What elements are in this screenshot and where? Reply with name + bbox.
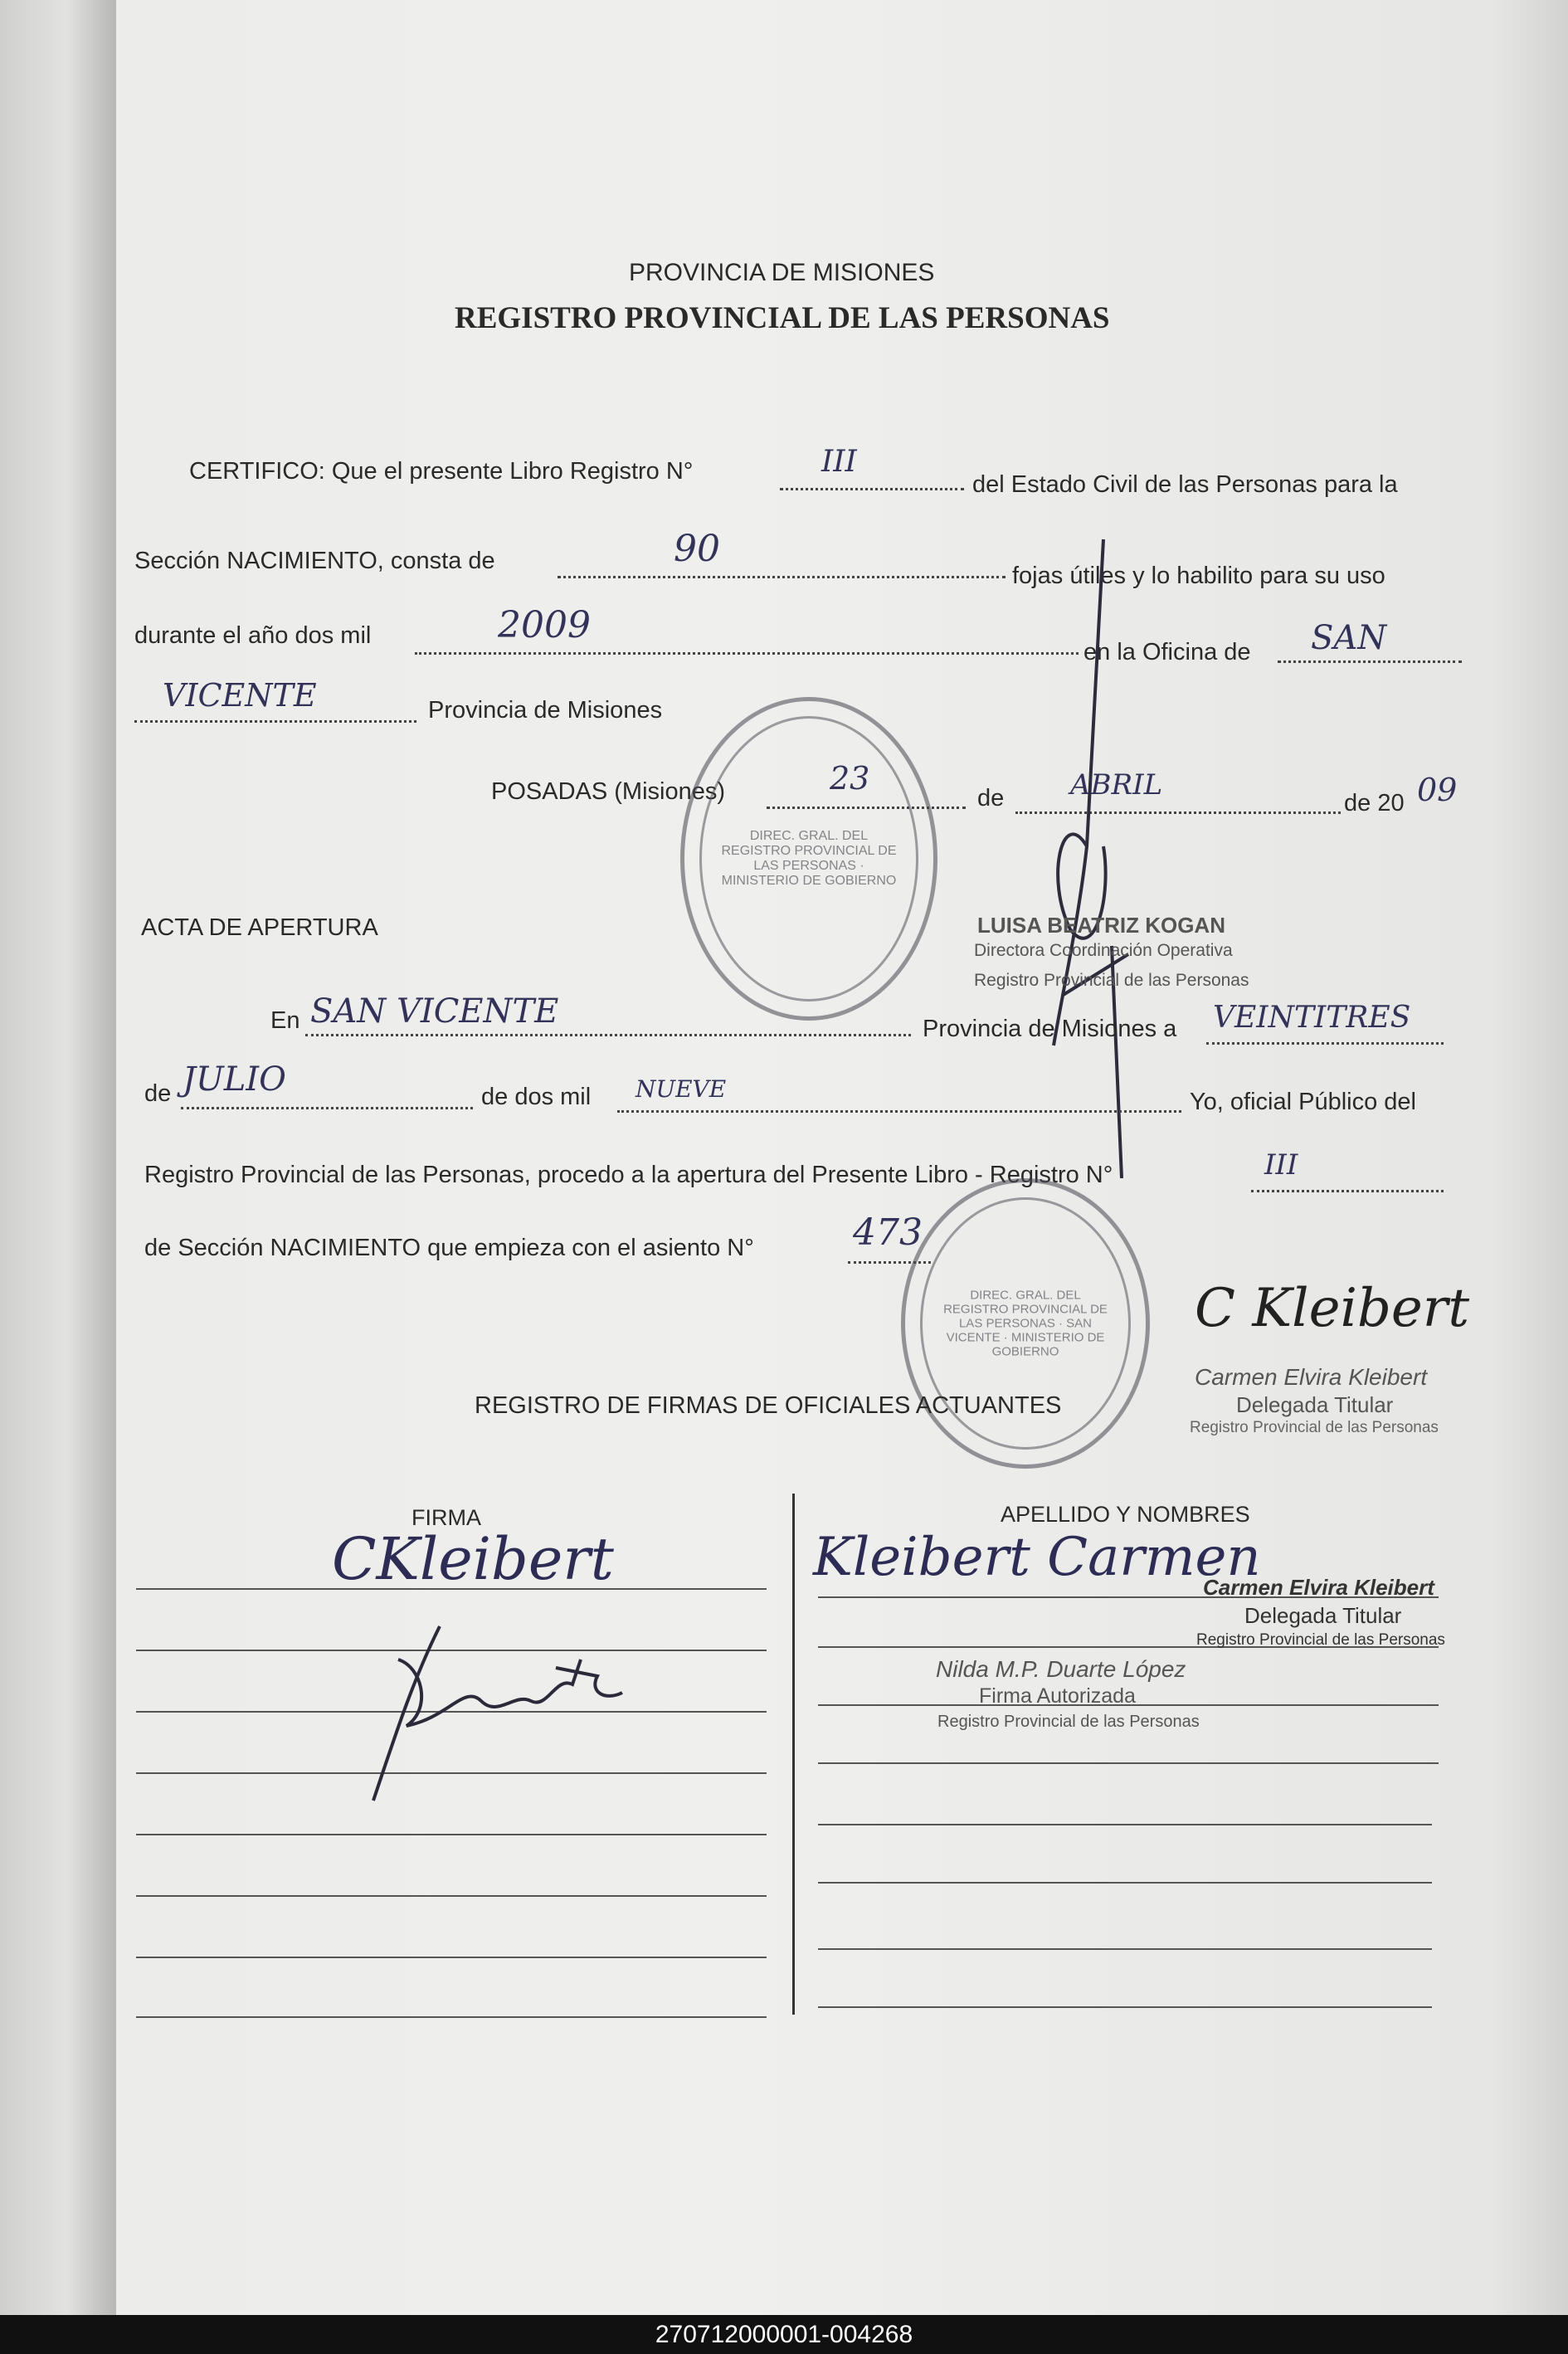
dotted-field (305, 1034, 911, 1036)
nombres-row-line (818, 1762, 1439, 1764)
fojas-hand: 90 (674, 528, 720, 570)
certifico-text-3b: en la Oficina de (1083, 639, 1251, 665)
office-hand-1: SAN (1311, 619, 1387, 657)
delegate-name: Carmen Elvira Kleibert (1195, 1364, 1428, 1390)
day-words-hand: VEINTITRES (1213, 1001, 1411, 1035)
firma-2-signature (348, 1610, 631, 1809)
delegate-org: Registro Provincial de las Personas (1190, 1419, 1439, 1436)
nombres-row-line (818, 1882, 1432, 1884)
certifico-text-4: Provincia de Misiones (428, 697, 663, 724)
firma-row-line (136, 1834, 767, 1835)
adjacent-page-edge (0, 0, 116, 2315)
de-text: de (977, 785, 1005, 811)
month-words-hand: JULIO (183, 1060, 286, 1099)
delegate-signature: C Kleibert (1195, 1278, 1470, 1339)
acta-text-2b: de dos mil (481, 1084, 592, 1110)
certifico-text-1b: del Estado Civil de las Personas para la (972, 471, 1398, 498)
seal-1-text: DIREC. GRAL. DEL REGISTRO PROVINCIAL DE LAS PERSONAS · MINISTERIO DE GOBIERNO (721, 829, 897, 888)
year-suffix-hand: 09 (1417, 772, 1458, 808)
col-firma-header: FIRMA (411, 1505, 481, 1530)
delegate-title: Delegada Titular (1236, 1392, 1394, 1417)
official-seal-1 (680, 697, 937, 1021)
official-seal-2 (901, 1178, 1150, 1469)
firma-row-line (136, 1957, 767, 1958)
dotted-field (1206, 1042, 1444, 1045)
province-heading: PROVINCIA DE MISIONES (629, 259, 935, 286)
dotted-field (1278, 660, 1462, 663)
director-signature (1029, 531, 1161, 1178)
director-name: LUISA BEATRIZ KOGAN (977, 913, 1225, 938)
year-hand: 2009 (498, 604, 591, 646)
certifico-text-2b: fojas útiles y lo habilito para su uso (1012, 563, 1385, 589)
name-1-hand: Kleibert Carmen (813, 1527, 1261, 1588)
col-nombres-header: APELLIDO Y NOMBRES (1001, 1502, 1250, 1527)
office-hand-2: VICENTE (163, 677, 317, 714)
stamp1-org: Registro Provincial de las Personas (1196, 1631, 1445, 1649)
firma-row-line (136, 1895, 767, 1897)
firma-1-signature: CKleibert (332, 1525, 614, 1593)
libro-number-hand: III (821, 445, 857, 479)
stamp2-org: Registro Provincial de las Personas (937, 1713, 1200, 1731)
nombres-row-line (818, 1824, 1432, 1825)
seal-2-text: DIREC. GRAL. DEL REGISTRO PROVINCIAL DE LAS PERSONAS · SAN VICENTE · MINISTERIO DE GOBIERNO (943, 1288, 1108, 1359)
acta-de: de (144, 1080, 172, 1107)
dotted-field (617, 1110, 1181, 1113)
acta-text-2c: Yo, oficial Público del (1190, 1089, 1416, 1115)
nombres-row-line (818, 1948, 1432, 1950)
asiento-hand: 473 (853, 1211, 923, 1254)
acta-text-1b: Provincia de Misiones a (923, 1016, 1177, 1042)
director-title: Directora Coordinación Operativa (974, 941, 1233, 960)
certifico-text-2a: Sección NACIMIENTO, consta de (134, 548, 495, 574)
certifico-text-1a: CERTIFICO: Que el presente Libro Registro N° (189, 458, 694, 485)
dotted-field (558, 576, 1006, 578)
day-hand: 23 (830, 760, 870, 797)
firmas-title: REGISTRO DE FIRMAS DE OFICIALES ACTUANTES (475, 1392, 1062, 1419)
posadas-text: POSADAS (Misiones) (491, 778, 726, 805)
acta-title: ACTA DE APERTURA (141, 914, 378, 941)
director-org: Registro Provincial de las Personas (974, 971, 1249, 990)
dotted-field (1251, 1190, 1444, 1192)
acta-libro-hand: III (1264, 1148, 1298, 1182)
column-divider (792, 1494, 795, 2015)
dotted-field (181, 1107, 473, 1109)
month-hand: ABRIL (1070, 768, 1163, 802)
de-20-text: de 20 (1344, 790, 1405, 816)
stamp1-name: Carmen Elvira Kleibert (1203, 1575, 1434, 1600)
dotted-field (415, 652, 1079, 655)
acta-text-3: Registro Provincial de las Personas, procedo a la apertura del Presente Libro - Registro N° (144, 1162, 1113, 1188)
dotted-field (780, 488, 964, 490)
registry-heading: REGISTRO PROVINCIAL DE LAS PERSONAS (455, 301, 1110, 335)
acta-en: En (270, 1007, 300, 1034)
stamp2-name: Nilda M.P. Duarte López (936, 1656, 1186, 1682)
firma-row-line (136, 2016, 767, 2018)
stamp1-title: Delegada Titular (1244, 1603, 1402, 1628)
place-hand: SAN VICENTE (310, 992, 559, 1031)
certifico-text-3a: durante el año dos mil (134, 622, 372, 649)
nombres-row-line (818, 2006, 1432, 2008)
stamp2-title: Firma Autorizada (979, 1684, 1136, 1708)
dotted-field (134, 720, 416, 723)
archive-code-footer: 270712000001-004268 (0, 2315, 1568, 2354)
acta-text-4: de Sección NACIMIENTO que empieza con el asiento N° (144, 1235, 754, 1261)
year-words-hand: NUEVE (635, 1075, 727, 1103)
